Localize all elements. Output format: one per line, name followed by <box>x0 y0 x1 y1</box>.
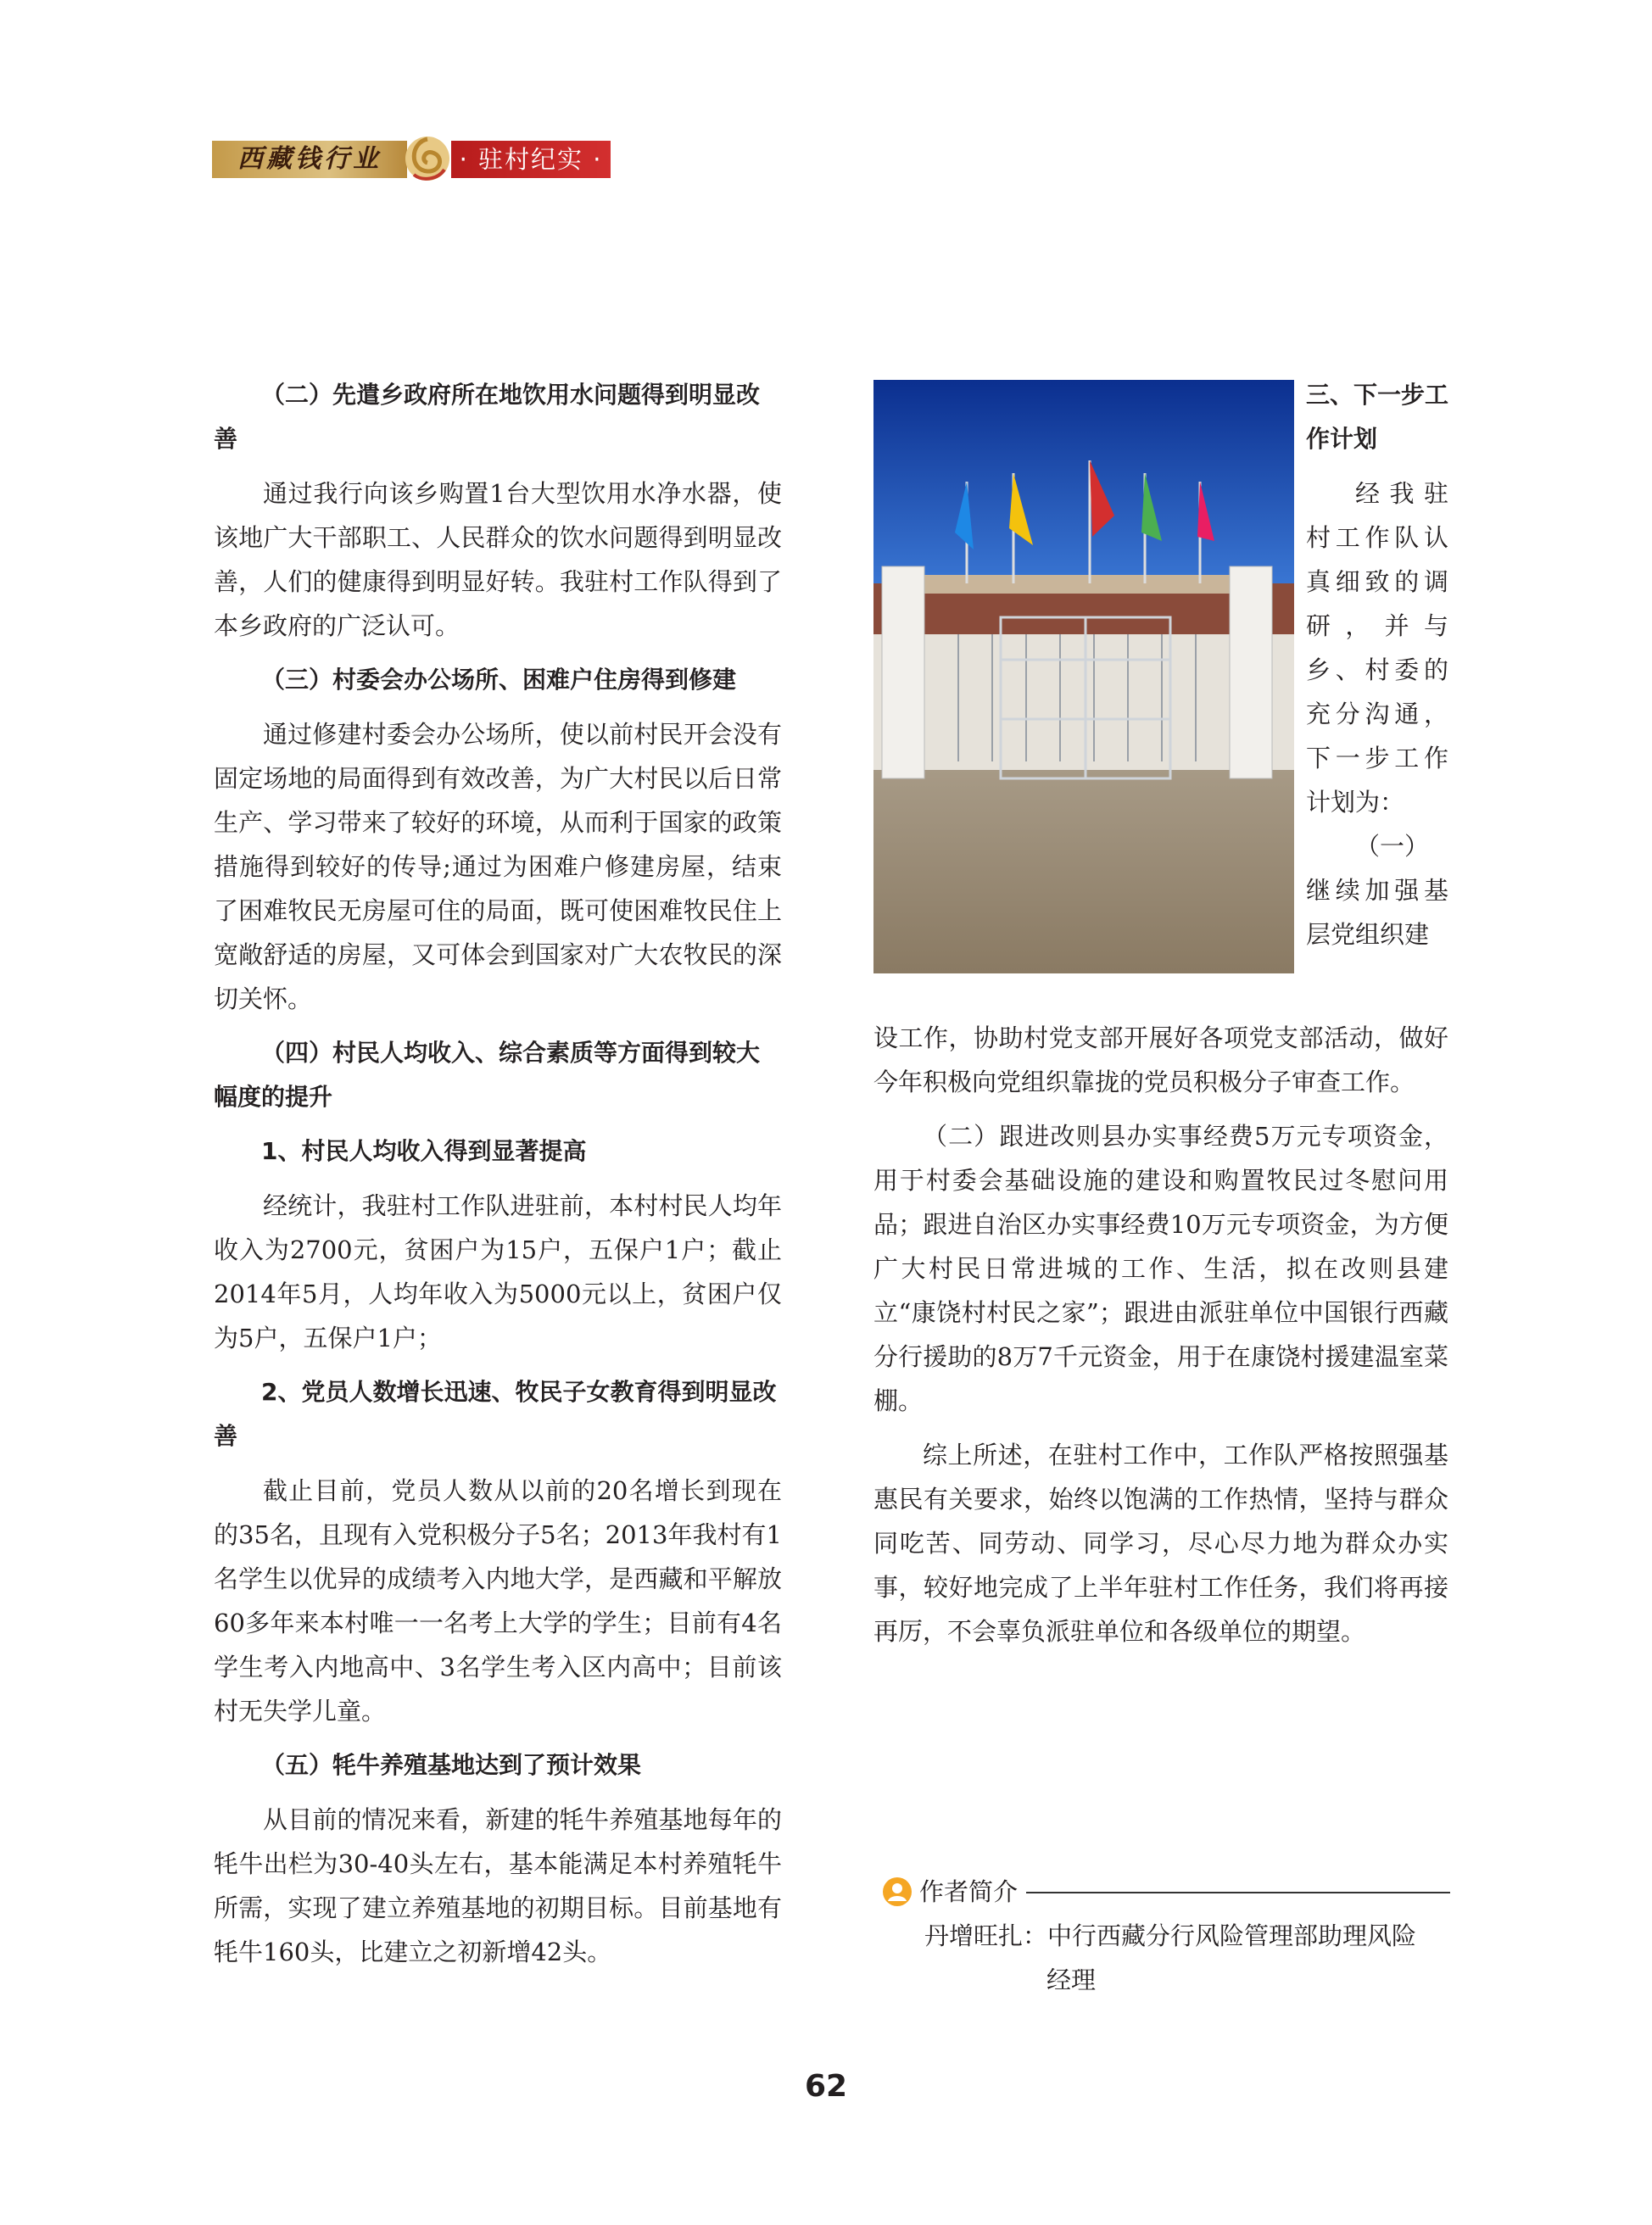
paragraph-start: 继续加强基层党组织建 <box>1306 876 1448 949</box>
paragraph: 截止目前，党员人数从以前的20名增长到现在的35名，且现有入党积极分子5名；2013年我村有1名学生以优异的成绩考入内地大学，是西藏和平解放60多年来本村唯一一名考上大学的学生；目前有4名学生考入内地高中、3名学生考入区内高中；目前该村无失学儿童。 <box>214 1476 782 1726</box>
magazine-title: 西藏钱行业 <box>212 141 407 178</box>
paragraph: 通过修建村委会办公场所，使以前村民开会没有固定场地的局面得到有效改善，为广大村民以后日常生产、学习带来了较好的环境，从而利于国家的政策措施得到较好的传导;通过为困难户修建房屋，结束了困难牧民无房屋可住的局面，既可使困难牧民住上宽敞舒适的房屋，又可体会到国家对广大农牧民的深切关怀。 <box>214 720 782 1013</box>
section-heading: （四）村民人均收入、综合素质等方面得到较大幅度的提升 <box>214 1039 761 1111</box>
divider <box>1026 1892 1450 1893</box>
paragraph-continuation: 设工作，协助村党支部开展好各项党支部活动，做好今年积极向党组织靠拢的党员积极分子审查工作。 <box>873 1023 1448 1096</box>
section-heading: （二）先遣乡政府所在地饮用水问题得到明显改善 <box>214 381 761 453</box>
section-heading: （五）牦牛养殖基地达到了预计效果 <box>261 1751 642 1779</box>
paragraph: 综上所述，在驻村工作中，工作队严格按照强基惠民有关要求，始终以饱满的工作热情，坚持与群众同吃苦、同劳动、同学习，尽心尽力地为群众办实事，较好地完成了上半年驻村工作任务，我们将再接再厉，不会辜负派驻单位和各级单位的期望。 <box>873 1441 1448 1646</box>
author-heading: 作者简介 <box>919 1877 1019 1906</box>
author-avatar-icon <box>882 1876 913 1907</box>
paragraph: （二）跟进改则县办实事经费5万元专项资金，用于村委会基础设施的建设和购置牧民过冬慰问用品；跟进自治区办实事经费10万元专项资金，为方便广大村民日常进城的工作、生活，拟在改则县建立“康饶村村民之家”；跟进由派驻单位中国银行西藏分行援助的8万7千元资金，用于在康饶村援建温室菜棚。 <box>873 1122 1448 1415</box>
right-column <box>873 1016 1448 1653</box>
paragraph: 经我驻村工作队认真细致的调研，并与乡、村委的充分沟通，下一步工作计划为： <box>1306 479 1448 817</box>
magazine-header <box>212 136 611 180</box>
section-heading: （三）村委会办公场所、困难户住房得到修建 <box>261 666 737 694</box>
page-number: 62 <box>804 2069 848 2104</box>
column-label: · 驻村纪实 · <box>451 141 611 178</box>
author-box <box>882 1870 1442 2002</box>
swirl-emblem-icon <box>399 132 458 185</box>
village-gate-photo <box>873 380 1294 973</box>
item-label: （一） <box>1355 832 1430 861</box>
author-info-cont: 经理 <box>1046 1966 1097 1994</box>
author-info: 丹增旺扎：中行西藏分行风险管理部助理风险 <box>924 1921 1417 1950</box>
paragraph: 经统计，我驻村工作队进驻前，本村村民人均年收入为2700元，贫困户为15户，五保户1户；截止2014年5月，人均年收入为5000元以上，贫困户仅为5户，五保户1户； <box>214 1191 782 1352</box>
subsection-heading: 2、党员人数增长迅速、牧民子女教育得到明显改善 <box>214 1378 777 1450</box>
paragraph: 通过我行向该乡购置1台大型饮用水净水器，使该地广大干部职工、人民群众的饮水问题得到明显改善，人们的健康得到明显好转。我驻村工作队得到了本乡政府的广泛认可。 <box>214 479 782 640</box>
section-heading: 三、下一步工作计划 <box>1306 381 1449 453</box>
subsection-heading: 1、村民人均收入得到显著提高 <box>261 1137 587 1165</box>
right-side-column <box>1306 373 1448 956</box>
left-column <box>214 373 782 1974</box>
paragraph: 从目前的情况来看，新建的牦牛养殖基地每年的牦牛出栏为30-40头左右，基本能满足本村养殖牦牛所需，实现了建立养殖基地的初期目标。目前基地有牦牛160头，比建立之初新增42头。 <box>214 1805 782 1966</box>
